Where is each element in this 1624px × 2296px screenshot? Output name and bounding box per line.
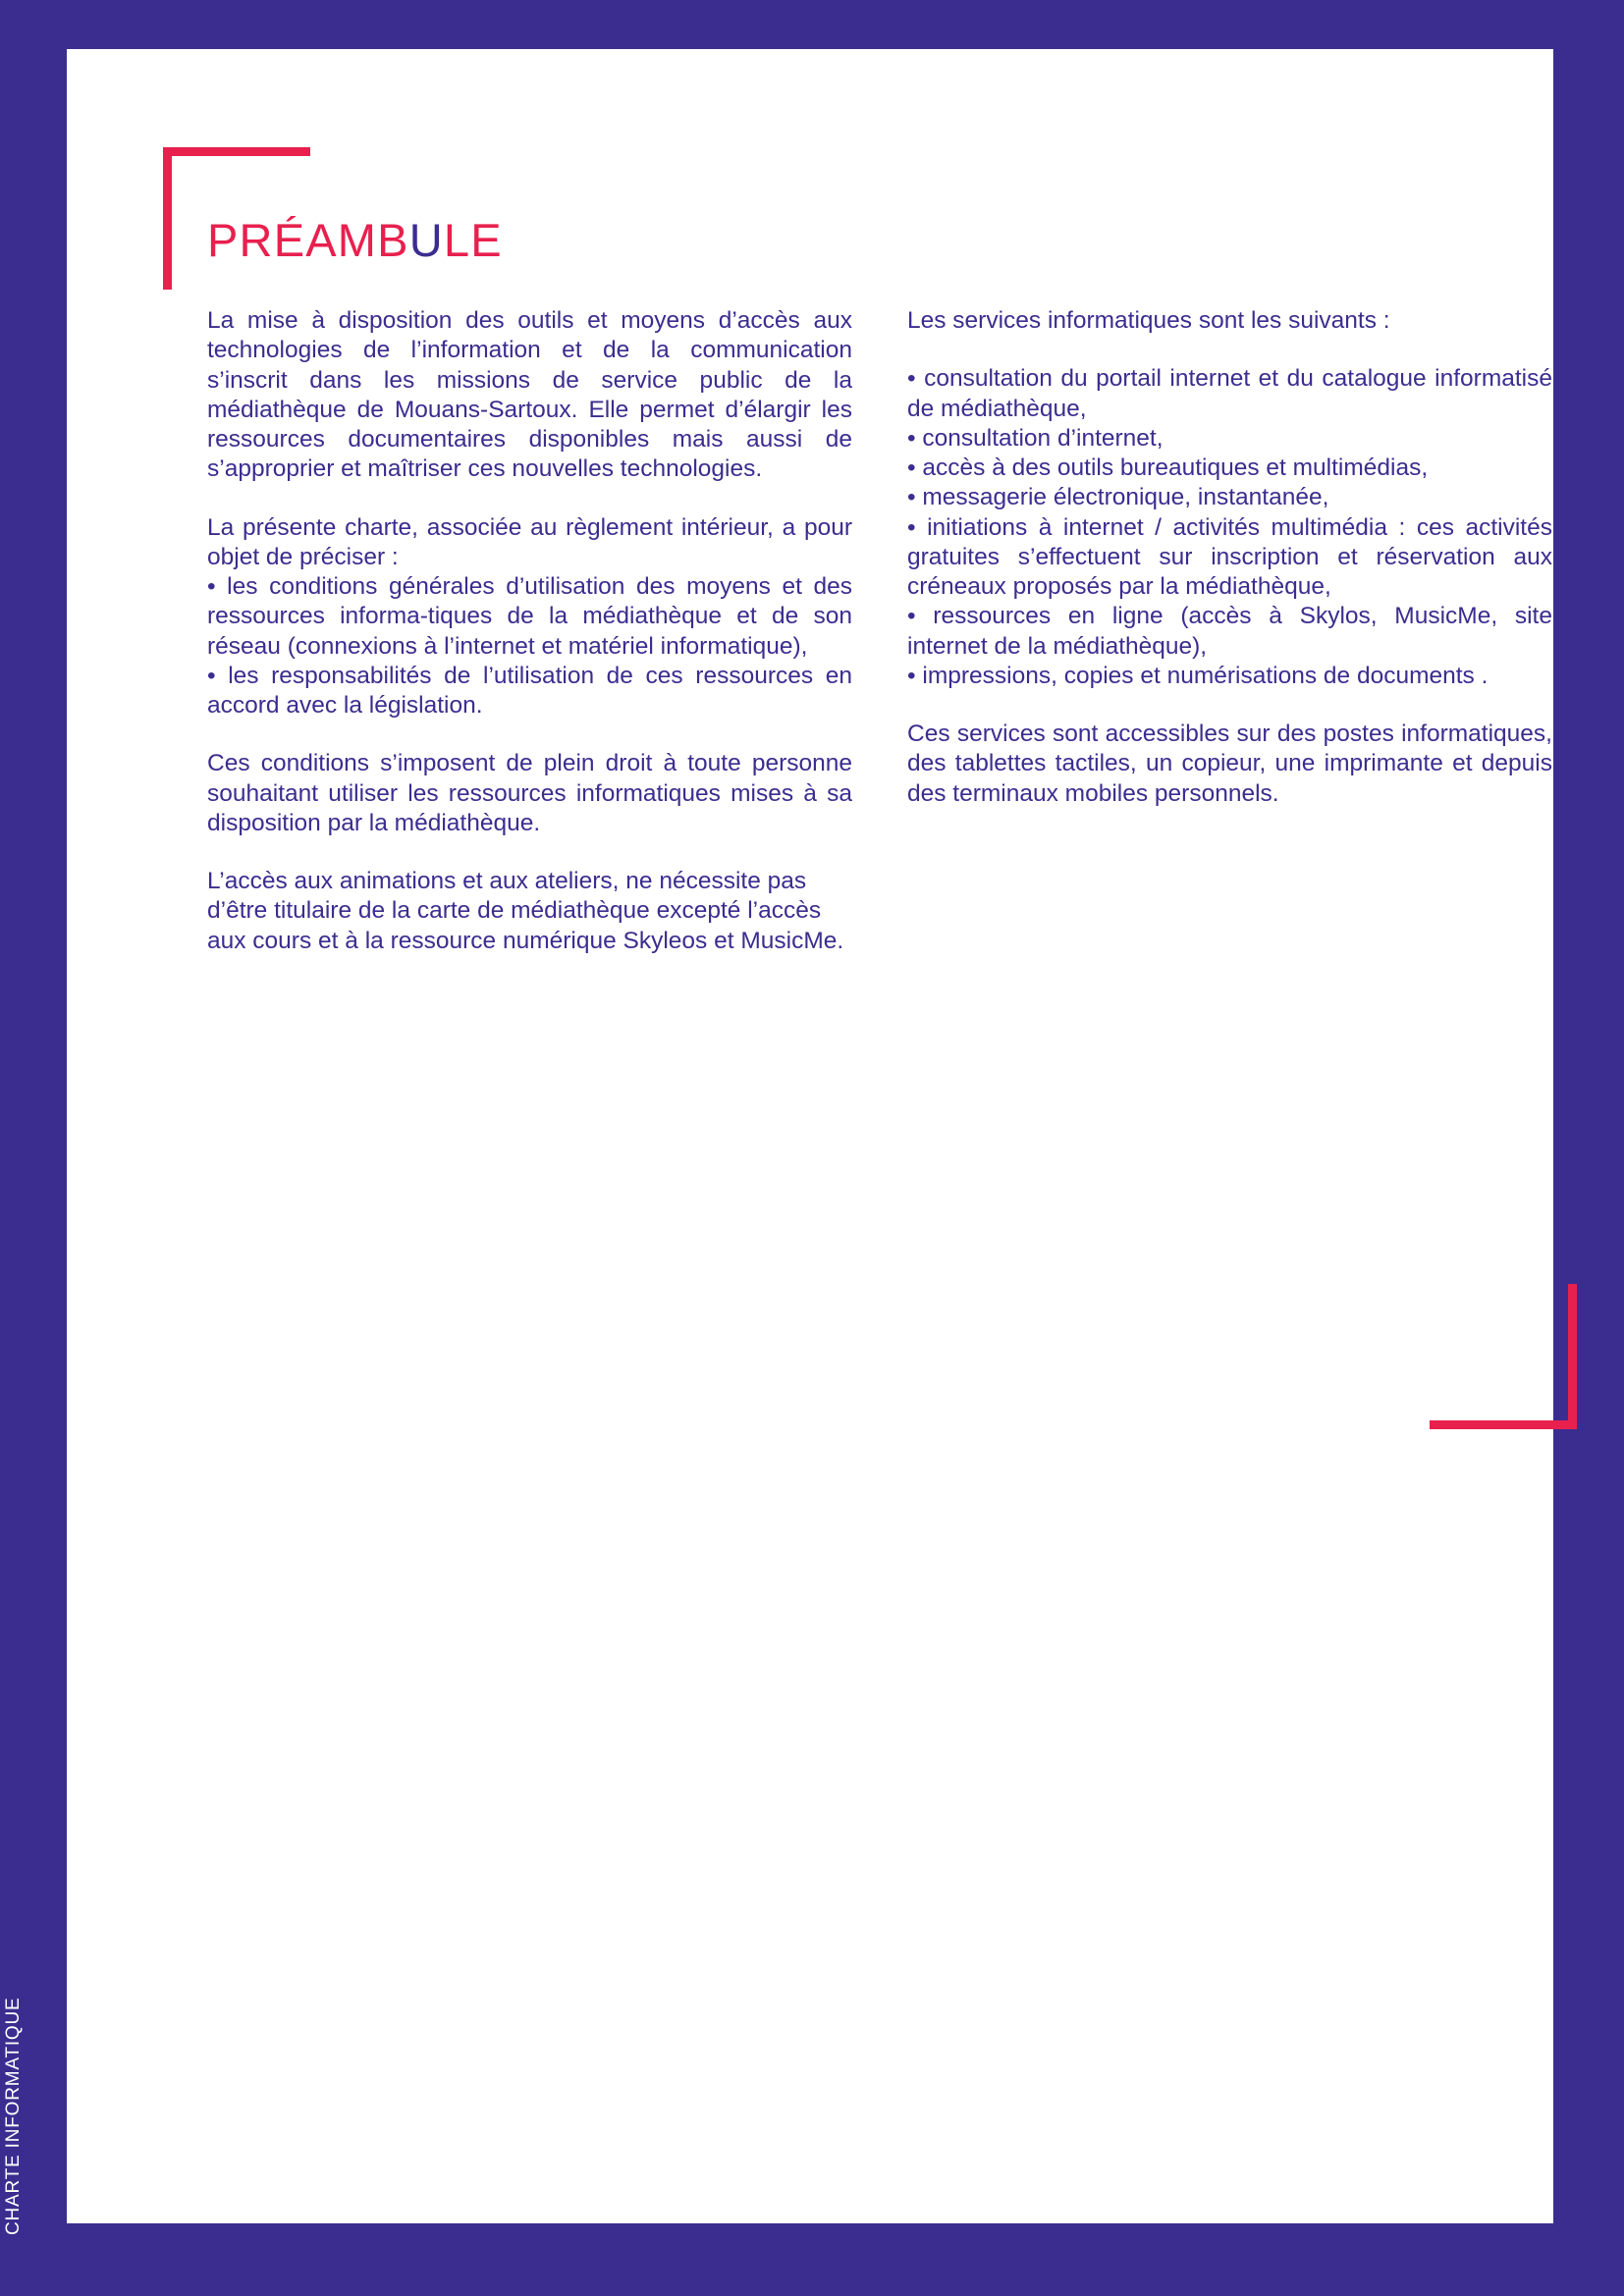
list-item: • consultation du portail internet et du catalogue informatisé de médiathèque, (907, 365, 1552, 422)
page-title-main: PRÉAMB (207, 214, 409, 267)
page-title-accent-letter: U (408, 214, 444, 267)
footer-bracket-vertical-bar (1568, 1284, 1577, 1429)
list-item: • ressources en ligne (accès à Skylos, MusicMe, site internet de la médiathèque), (907, 603, 1552, 660)
list-item: • impressions, copies et numérisations de documents . (907, 662, 1489, 689)
list-item: • consultation d’internet, (907, 424, 1164, 452)
page-title-tail: LE (443, 214, 503, 267)
paragraph: Ces services sont accessibles sur des postes informatiques, des tablettes tactiles, un copieur, une imprimante et depuis des terminaux mobiles personnels. (907, 721, 1552, 807)
content-columns (207, 306, 1552, 956)
heading-bracket-horizontal-bar (163, 147, 310, 156)
right-column (907, 306, 1552, 956)
footer-bracket-horizontal-bar (1430, 1420, 1577, 1429)
list-item: • accès à des outils bureautiques et multimédias, (907, 454, 1429, 481)
paragraph: Ces conditions s’imposent de plein droit à toute personne souhaitant utiliser les ressources informatiques mises à sa disposition par la médiathèque. (207, 750, 852, 836)
side-caption (0, 1919, 67, 2243)
heading-bracket-vertical-bar (163, 147, 172, 290)
list-item: • messagerie électronique, instantanée, (907, 484, 1329, 511)
list-item: • initiations à internet / activités multimédia : ces activités gratuites s’effectuent sur inscription et réservation aux créneaux proposés par la médiathèque, (907, 513, 1552, 600)
list-item: • les conditions générales d’utilisation des moyens et des ressources informa-tiques de la médiathèque et de son réseau (connexions à l’internet et matériel informatique), (207, 573, 852, 660)
paragraph: La mise à disposition des outils et moyens d’accès aux technologies de l’information et de la communication s’inscrit dans les missions de service public de la médiathèque de Mouans-Sartoux. Elle permet d’élargir les ressources documentaires disponibles mais aussi de s’approprier et maîtriser ces nouvelles technologies. (207, 307, 852, 483)
left-column (207, 306, 852, 956)
paragraph: L’accès aux animations et aux ateliers, ne nécessite pas d’être titulaire de la carte de médiathèque excepté l’accès aux cours et à la ressource numérique Skyleos et MusicMe. (207, 868, 844, 954)
page-title (207, 214, 503, 267)
list-item: • les responsabilités de l’utilisation de ces ressources en accord avec la législation. (207, 662, 852, 719)
paragraph: Les services informatiques sont les suivants : (907, 307, 1390, 334)
paragraph: La présente charte, associée au règlement intérieur, a pour objet de préciser : (207, 513, 852, 570)
side-caption-label: CHARTE INFORMATIQUE (3, 1997, 24, 2235)
page-sheet (67, 49, 1553, 2223)
footer-bracket-decoration (1430, 1284, 1577, 1429)
